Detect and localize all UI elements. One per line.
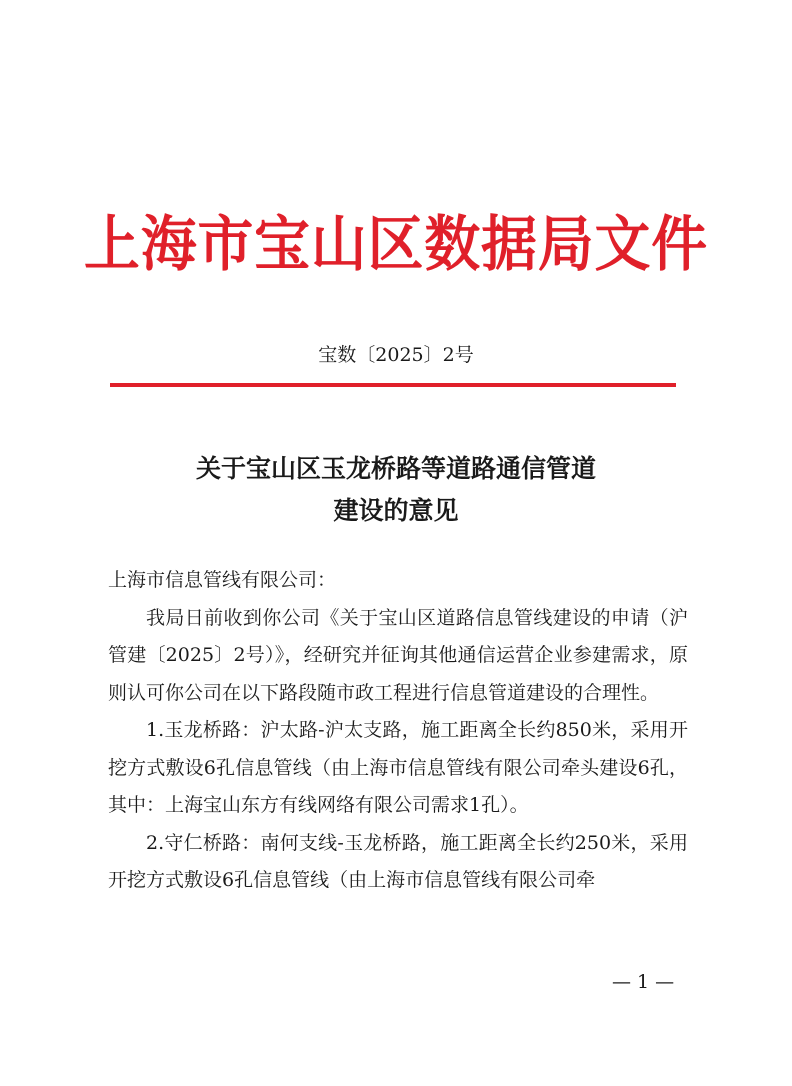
document-title-line-2: 建设的意见 (333, 496, 459, 525)
body-paragraph-item-2: 2.守仁桥路：南何支线-玉龙桥路，施工距离全长约250米，采用开挖方式敷设6孔信息管线（由上海市信息管线有限公司牵 (108, 831, 688, 891)
red-divider (110, 383, 676, 387)
document-body (108, 562, 688, 900)
document-title-line-1: 关于宝山区玉龙桥路等道路通信管道 (195, 454, 596, 483)
body-paragraph-intro: 我局日前收到你公司《关于宝山区道路信息管线建设的申请（沪管建〔2025〕2号）》，经研究并征询其他通信运营企业参建需求，原则认可你公司在以下路段随市政工程进行信息管道建设的合理性。 (108, 606, 688, 704)
body-paragraph-item-1: 1.玉龙桥路：沪太路-沪太支路，施工距离全长约850米，采用开挖方式敷设6孔信息管线（由上海市信息管线有限公司牵头建设6孔，其中：上海宝山东方有线网络有限公司需求1孔）。 (108, 719, 688, 816)
page-number: — 1 — (612, 971, 675, 993)
salutation: 上海市信息管线有限公司： (108, 569, 337, 591)
document-title (0, 448, 792, 532)
document-number: 宝数〔2025〕2号 (318, 344, 474, 366)
issuer-title: 上海市宝山区数据局文件 (83, 210, 709, 280)
